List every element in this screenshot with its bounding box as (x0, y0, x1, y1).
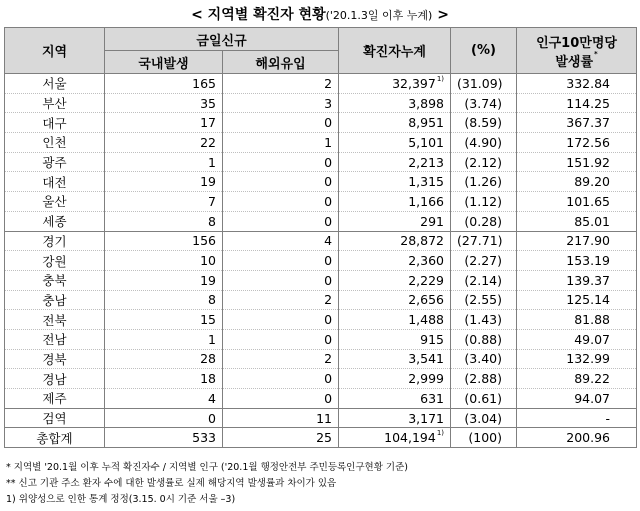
percent-cell: (2.12) (451, 152, 517, 172)
table-row (5, 329, 637, 349)
region-cell: 충북 (5, 270, 105, 290)
footnote-1: * 지역별 '20.1월 이후 누적 확진자수 / 지역별 인구 ('20.1월 행정안전부 주민등록인구현황 기준) (6, 462, 408, 473)
rate-cell: 101.65 (517, 192, 637, 212)
rate-cell: 217.90 (517, 231, 637, 251)
rate-cell: 139.37 (517, 270, 637, 290)
imported-cell: 0 (223, 113, 339, 133)
percent-cell: (4.90) (451, 133, 517, 153)
domestic-cell: 17 (105, 113, 223, 133)
region-cell: 광주 (5, 152, 105, 172)
domestic-cell: 28 (105, 349, 223, 369)
imported-cell: 0 (223, 389, 339, 409)
cumulative-cell: 2,360 (339, 251, 451, 271)
header-domestic: 국내발생 (105, 51, 223, 74)
table-row (5, 192, 637, 212)
table-row (5, 74, 637, 94)
region-cell: 강원 (5, 251, 105, 271)
region-cell: 검역 (5, 408, 105, 428)
percent-cell: (1.12) (451, 192, 517, 212)
table-title (0, 4, 640, 24)
header-region: 지역 (5, 28, 105, 74)
percent-cell: (0.61) (451, 389, 517, 409)
region-cell: 부산 (5, 93, 105, 113)
table-body (5, 74, 637, 448)
percent-cell: (3.40) (451, 349, 517, 369)
table-row (5, 133, 637, 153)
percent-cell: (27.71) (451, 231, 517, 251)
table-row (5, 172, 637, 192)
header-cumulative: 확진자누계 (339, 28, 451, 74)
rate-cell: 125.14 (517, 290, 637, 310)
table-row (5, 310, 637, 330)
footnote-3: 1) 위양성으로 인한 통계 정정(3.15. 0시 기준 서울 –3) (6, 494, 236, 505)
domestic-cell: 8 (105, 211, 223, 231)
percent-cell: (0.88) (451, 329, 517, 349)
percent-cell: (100) (451, 428, 517, 448)
table-row (5, 389, 637, 409)
region-cell: 인천 (5, 133, 105, 153)
imported-cell: 1 (223, 133, 339, 153)
region-cell: 대전 (5, 172, 105, 192)
region-cell: 경기 (5, 231, 105, 251)
region-cell: 세종 (5, 211, 105, 231)
imported-cell: 0 (223, 251, 339, 271)
region-cell: 울산 (5, 192, 105, 212)
cumulative-cell: 2,999 (339, 369, 451, 389)
region-cell: 제주 (5, 389, 105, 409)
rate-cell: 81.88 (517, 310, 637, 330)
rate-cell: 89.20 (517, 172, 637, 192)
cumulative-cell: 2,229 (339, 270, 451, 290)
rate-cell: 153.19 (517, 251, 637, 271)
rate-cell: 132.99 (517, 349, 637, 369)
imported-cell: 0 (223, 211, 339, 231)
imported-cell: 0 (223, 310, 339, 330)
table-row (5, 270, 637, 290)
cumulative-cell: 3,541 (339, 349, 451, 369)
region-cell: 경북 (5, 349, 105, 369)
imported-cell: 0 (223, 369, 339, 389)
rate-cell: 172.56 (517, 133, 637, 153)
footnote-2: ** 신고 기관 주소 환자 수에 대한 발생률로 실제 해당지역 발생률과 차이가 있음 (6, 478, 337, 489)
imported-cell: 0 (223, 329, 339, 349)
percent-cell: (2.27) (451, 251, 517, 271)
domestic-cell: 1 (105, 329, 223, 349)
cumulative-cell: 631 (339, 389, 451, 409)
imported-cell: 11 (223, 408, 339, 428)
domestic-cell: 7 (105, 192, 223, 212)
cumulative-cell: 2,213 (339, 152, 451, 172)
domestic-cell: 22 (105, 133, 223, 153)
title-suffix: > (432, 7, 449, 23)
imported-cell: 3 (223, 93, 339, 113)
region-cell: 경남 (5, 369, 105, 389)
percent-cell: (31.09) (451, 74, 517, 94)
percent-cell: (2.88) (451, 369, 517, 389)
imported-cell: 2 (223, 349, 339, 369)
domestic-cell: 8 (105, 290, 223, 310)
region-cell: 충남 (5, 290, 105, 310)
rate-cell: 89.22 (517, 369, 637, 389)
imported-cell: 0 (223, 192, 339, 212)
domestic-cell: 165 (105, 74, 223, 94)
region-cell: 대구 (5, 113, 105, 133)
domestic-cell: 156 (105, 231, 223, 251)
rate-cell: - (517, 408, 637, 428)
imported-cell: 2 (223, 290, 339, 310)
percent-cell: (3.04) (451, 408, 517, 428)
cumulative-cell: 3,171 (339, 408, 451, 428)
cumulative-cell: 1,315 (339, 172, 451, 192)
table-row (5, 211, 637, 231)
header-rate-line1: 인구10만명당 (536, 35, 617, 51)
total-row (5, 428, 637, 448)
rate-cell: 151.92 (517, 152, 637, 172)
footnote-mark: 1) (436, 74, 445, 83)
header-percent: (%) (451, 28, 517, 74)
rate-cell: 85.01 (517, 211, 637, 231)
percent-cell: (2.14) (451, 270, 517, 290)
domestic-cell: 1 (105, 152, 223, 172)
cumulative-cell: 915 (339, 329, 451, 349)
table-row (5, 369, 637, 389)
rate-cell: 114.25 (517, 93, 637, 113)
imported-cell: 0 (223, 172, 339, 192)
header-rate-line2: 발생률* (555, 49, 598, 70)
domestic-cell: 18 (105, 369, 223, 389)
cumulative-cell: 1,166 (339, 192, 451, 212)
percent-cell: (1.43) (451, 310, 517, 330)
table-row (5, 290, 637, 310)
domestic-cell: 4 (105, 389, 223, 409)
cumulative-cell: 32,397$^{1)}$ (339, 74, 451, 94)
title-main: < 지역별 확진자 현황 (191, 7, 326, 23)
percent-cell: (1.26) (451, 172, 517, 192)
domestic-cell: 19 (105, 270, 223, 290)
table-row (5, 152, 637, 172)
rate-cell: 49.07 (517, 329, 637, 349)
region-cell: 전북 (5, 310, 105, 330)
cumulative-cell: 2,656 (339, 290, 451, 310)
percent-cell: (3.74) (451, 93, 517, 113)
table-row (5, 349, 637, 369)
region-cell: 전남 (5, 329, 105, 349)
rate-cell: 94.07 (517, 389, 637, 409)
percent-cell: (8.59) (451, 113, 517, 133)
footnote-mark: 1) (436, 429, 445, 438)
percent-cell: (0.28) (451, 211, 517, 231)
domestic-cell: 35 (105, 93, 223, 113)
imported-cell: 25 (223, 428, 339, 448)
domestic-cell: 10 (105, 251, 223, 271)
cumulative-cell: 3,898 (339, 93, 451, 113)
cumulative-cell: 28,872 (339, 231, 451, 251)
title-sub: ('20.1.3일 이후 누계) (325, 9, 433, 22)
region-cell: 서울 (5, 74, 105, 94)
rate-cell: 367.37 (517, 113, 637, 133)
domestic-cell: 19 (105, 172, 223, 192)
cumulative-cell: 5,101 (339, 133, 451, 153)
header-rate (517, 28, 637, 74)
cumulative-cell: 104,194$^{1)}$ (339, 428, 451, 448)
cumulative-cell: 8,951 (339, 113, 451, 133)
cumulative-cell: 1,488 (339, 310, 451, 330)
footnotes (6, 460, 636, 508)
table-row (5, 231, 637, 251)
header-new-today: 금일신규 (105, 28, 339, 51)
table-row (5, 113, 637, 133)
domestic-cell: 0 (105, 408, 223, 428)
domestic-cell: 15 (105, 310, 223, 330)
imported-cell: 0 (223, 270, 339, 290)
header-imported: 해외유입 (223, 51, 339, 74)
table-row (5, 93, 637, 113)
percent-cell: (2.55) (451, 290, 517, 310)
imported-cell: 2 (223, 74, 339, 94)
rate-cell: 332.84 (517, 74, 637, 94)
region-cell: 총합계 (5, 428, 105, 448)
table-row (5, 408, 637, 428)
regional-cases-table (4, 27, 637, 448)
imported-cell: 0 (223, 152, 339, 172)
cumulative-cell: 291 (339, 211, 451, 231)
table-row (5, 251, 637, 271)
domestic-cell: 533 (105, 428, 223, 448)
imported-cell: 4 (223, 231, 339, 251)
rate-cell: 200.96 (517, 428, 637, 448)
